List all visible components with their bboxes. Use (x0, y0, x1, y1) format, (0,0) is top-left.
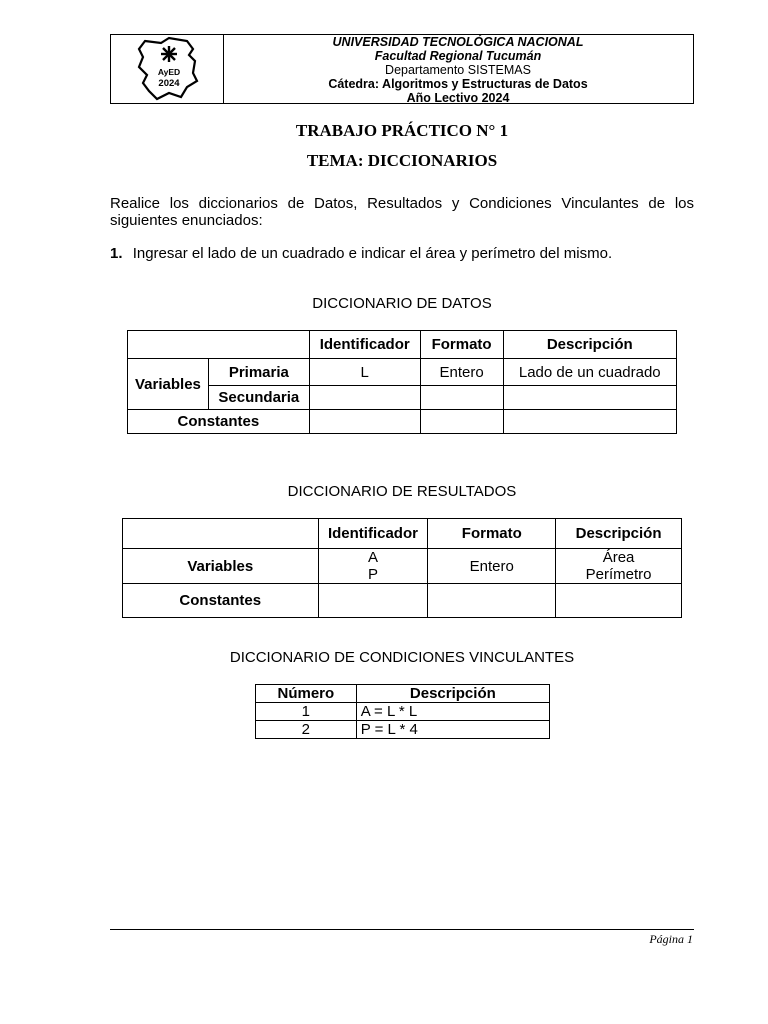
exercise-number: 1. (110, 245, 123, 262)
variables-label: Variables (123, 549, 319, 584)
table-row (128, 359, 677, 386)
datos-table (127, 330, 677, 434)
header-identificador: Identificador (309, 331, 420, 359)
header-descripcion: Descripción (356, 685, 549, 703)
university-name: UNIVERSIDAD TECNOLÓGICA NACIONAL (332, 35, 584, 49)
page-title: TRABAJO PRÁCTICO N° 1 (295, 121, 509, 140)
table-row (256, 685, 550, 703)
datos-heading: DICCIONARIO DE DATOS (312, 295, 492, 312)
header-identificador: Identificador (318, 519, 428, 549)
footer-divider (110, 929, 694, 930)
header-numero: Número (256, 685, 357, 703)
condition-number: 1 (256, 703, 357, 721)
id-area: A (367, 549, 378, 566)
condition-description: A = L * L (356, 703, 549, 721)
exercise-item (110, 245, 694, 262)
table-row (128, 331, 677, 359)
table-row (256, 703, 550, 721)
logo-text: AyED (157, 67, 181, 77)
condiciones-table (255, 684, 550, 739)
intro-paragraph: Realice los diccionarios de Datos, Resultados y Condiciones Vinculantes de los siguientes enunciados: (110, 195, 694, 229)
condition-description: P = L * 4 (356, 721, 549, 739)
constantes-label: Constantes (128, 410, 310, 434)
header-info (223, 35, 693, 103)
chair-name: Cátedra: Algoritmos y Estructuras de Datos (328, 77, 588, 91)
page-subtitle: TEMA: DICCIONARIOS (306, 151, 498, 170)
secundaria-label: Secundaria (208, 386, 309, 410)
id-perimetro: P (367, 566, 378, 583)
logo-cell (111, 35, 224, 103)
primaria-formato: Entero (420, 359, 503, 386)
condiciones-heading: DICCIONARIO DE CONDICIONES VINCULANTES (229, 649, 575, 666)
department-name: Departamento SISTEMAS (385, 63, 531, 77)
desc-perimetro: Perímetro (585, 566, 652, 583)
empty-cell (309, 386, 420, 410)
utn-logo-map-icon (131, 35, 207, 103)
empty-cell (123, 519, 319, 549)
empty-cell (556, 584, 682, 618)
document-header (110, 34, 694, 104)
page-number: Página 1 (649, 932, 693, 946)
table-row (123, 584, 682, 618)
constantes-label: Constantes (123, 584, 319, 618)
formato-cell: Entero (428, 549, 556, 584)
resultados-table (122, 518, 682, 618)
table-row (256, 721, 550, 739)
table-row (123, 519, 682, 549)
header-descripcion: Descripción (503, 331, 676, 359)
primaria-identificador: L (309, 359, 420, 386)
table-row (128, 410, 677, 434)
empty-cell (318, 584, 428, 618)
identificadores-cell (318, 549, 428, 584)
empty-cell (420, 410, 503, 434)
academic-year: Año Lectivo 2024 (406, 91, 510, 105)
empty-cell (420, 386, 503, 410)
condition-number: 2 (256, 721, 357, 739)
empty-cell (128, 331, 310, 359)
faculty-name: Facultad Regional Tucumán (374, 49, 542, 63)
primaria-descripcion: Lado de un cuadrado (503, 359, 676, 386)
empty-cell (428, 584, 556, 618)
primaria-label: Primaria (208, 359, 309, 386)
exercise-text: Ingresar el lado de un cuadrado e indicar el área y perímetro del mismo. (132, 245, 613, 262)
table-row (123, 549, 682, 584)
empty-cell (503, 410, 676, 434)
empty-cell (503, 386, 676, 410)
logo-year: 2024 (158, 78, 180, 89)
header-formato: Formato (420, 331, 503, 359)
desc-area: Área (602, 549, 635, 566)
empty-cell (309, 410, 420, 434)
header-descripcion: Descripción (556, 519, 682, 549)
table-row (128, 386, 677, 410)
variables-label: Variables (128, 359, 209, 410)
header-formato: Formato (428, 519, 556, 549)
descripciones-cell (556, 549, 682, 584)
resultados-heading: DICCIONARIO DE RESULTADOS (287, 483, 517, 500)
